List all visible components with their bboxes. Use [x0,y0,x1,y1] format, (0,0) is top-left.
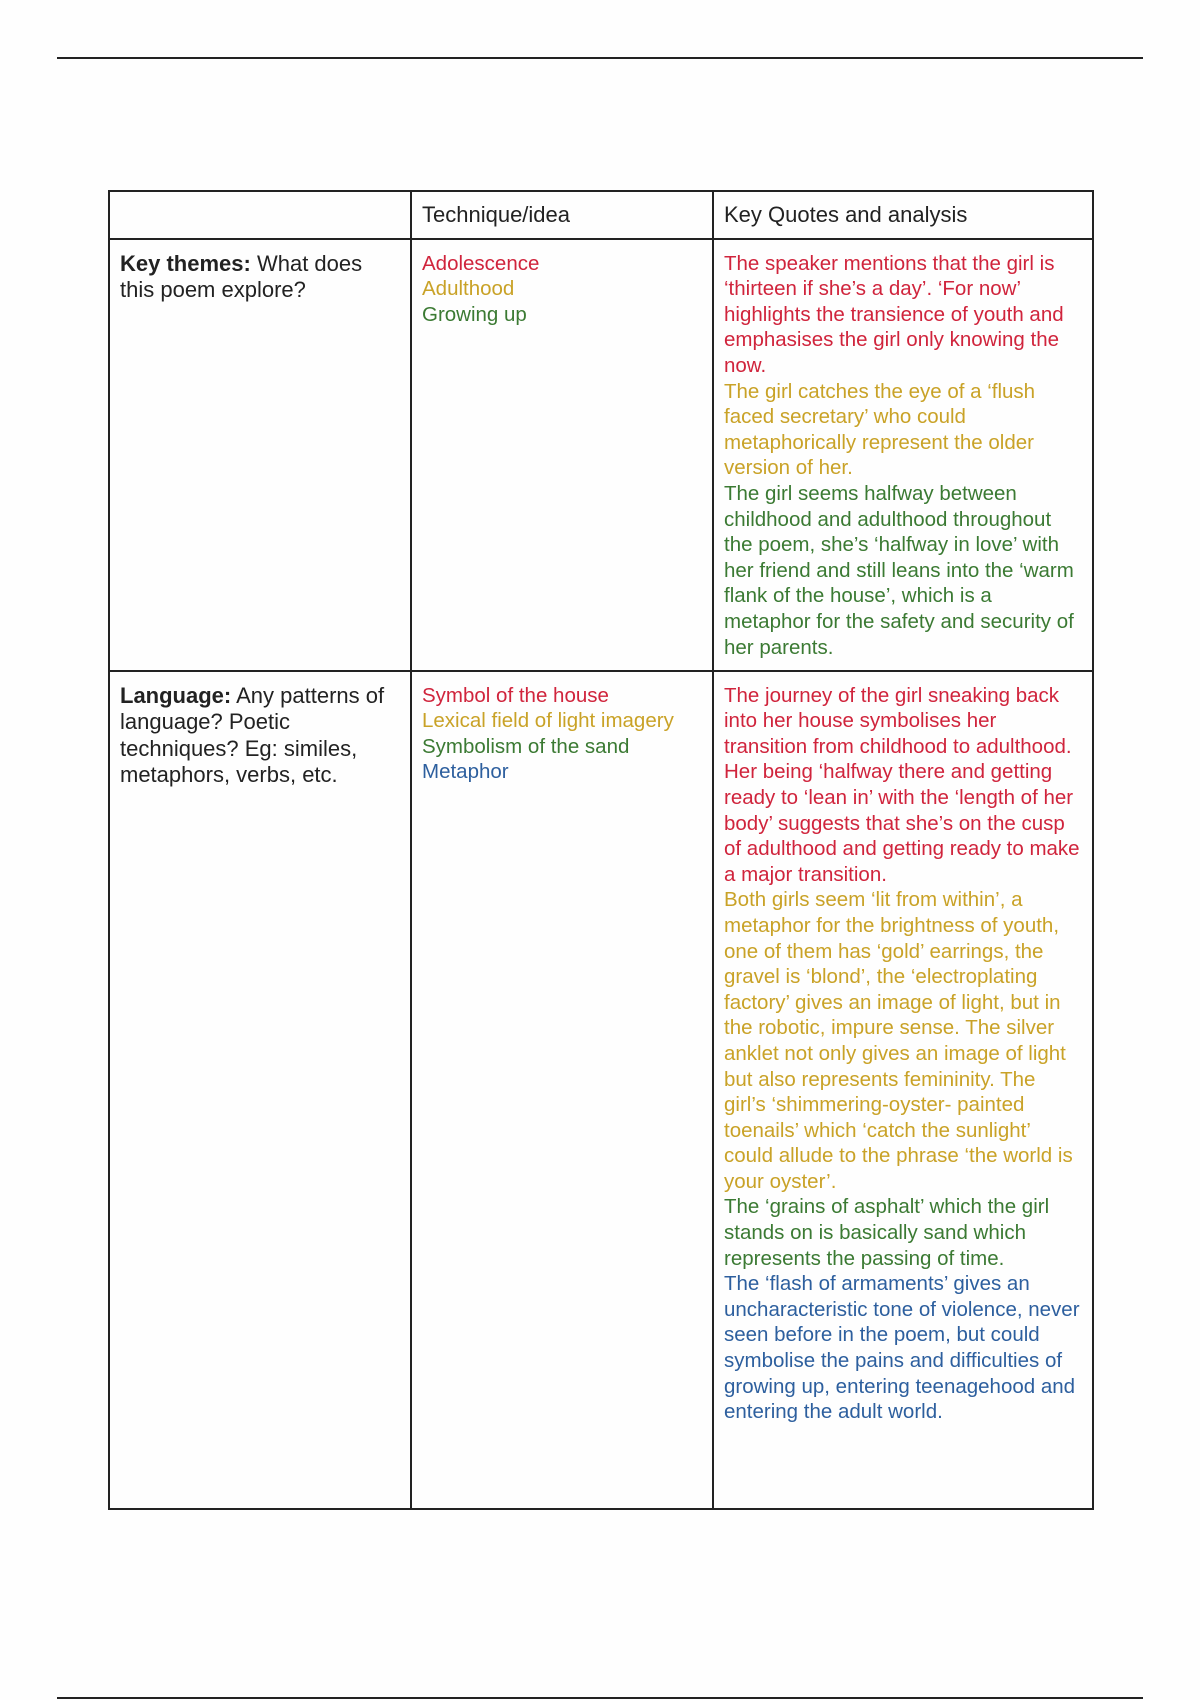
technique-item: Adulthood [422,277,515,301]
header-empty-cell [109,191,411,239]
row-label-text: What does this poem explore? [120,250,363,303]
analysis-paragraph: The girl catches the eye of a ‘flush faced secretary’ who could metaphorically represent the older version of her. [724,379,1036,480]
technique-item: Metaphor [422,760,509,784]
technique-item: Symbol of the house [422,683,609,707]
technique-list-key-themes [411,239,713,671]
analysis-paragraph: The ‘flash of armaments’ gives an uncharacteristic tone of violence, never seen before in the poem, but could symbolise the pains and difficulties of growing up, entering teenagehood and entering the adult world. [724,1272,1080,1424]
row-label-bold: Language: [120,682,232,708]
row-label-language [109,671,411,1509]
analysis-table [108,190,1094,1510]
row-label-key-themes [109,239,411,671]
analysis-language [713,671,1093,1509]
analysis-paragraph: Both girls seem ‘lit from within’, a metaphor for the brightness of youth, one of them has ‘gold’ earrings, the gravel is ‘blond’, the ‘electroplating factory’ gives an image of light, but in the robotic, impure sense. The silver anklet not only gives an image of light but also represents femininity. The girl’s ‘shimmering-oyster- painted toenails’ which ‘catch the sunlight’ could allude to the phrase ‘the world is your oyster’. [724,888,1073,1193]
table-header-row [109,191,1093,239]
analysis-paragraph: The journey of the girl sneaking back into her house symbolises her transition from childhood to adulthood. Her being ‘halfway there and getting ready to ‘lean in’ with the ‘length of her body’ suggests that she’s on the cusp of adulthood and getting ready to make a major transition. [724,683,1080,886]
page-bottom-rule [57,1697,1143,1699]
analysis-paragraph: The ‘grains of asphalt’ which the girl stands on is basically sand which represents the passing of time. [724,1195,1050,1270]
table-row-key-themes [109,239,1093,671]
technique-item: Lexical field of light imagery [422,709,674,733]
technique-item: Adolescence [422,251,540,275]
header-key-quotes: Key Quotes and analysis [713,191,1093,239]
technique-item: Growing up [422,302,527,326]
page-top-rule [57,57,1143,59]
analysis-paragraph: The speaker mentions that the girl is ‘thirteen if she’s a day’. ‘For now’ highlights the transience of youth and emphasises the girl only knowing the now. [724,251,1064,377]
row-label-text: Any patterns of language? Poetic techniques? Eg: similes, metaphors, verbs, etc. [120,682,385,788]
row-label-bold: Key themes: [120,250,251,276]
analysis-key-themes [713,239,1093,671]
header-technique: Technique/idea [411,191,713,239]
technique-list-language [411,671,713,1509]
table-row-language [109,671,1093,1509]
technique-item: Symbolism of the sand [422,734,630,758]
analysis-paragraph: The girl seems halfway between childhood and adulthood throughout the poem, she’s ‘halfway in love’ with her friend and still leans into the ‘warm flank of the house’, which is a metaphor for the safety and security of her parents. [724,481,1074,659]
